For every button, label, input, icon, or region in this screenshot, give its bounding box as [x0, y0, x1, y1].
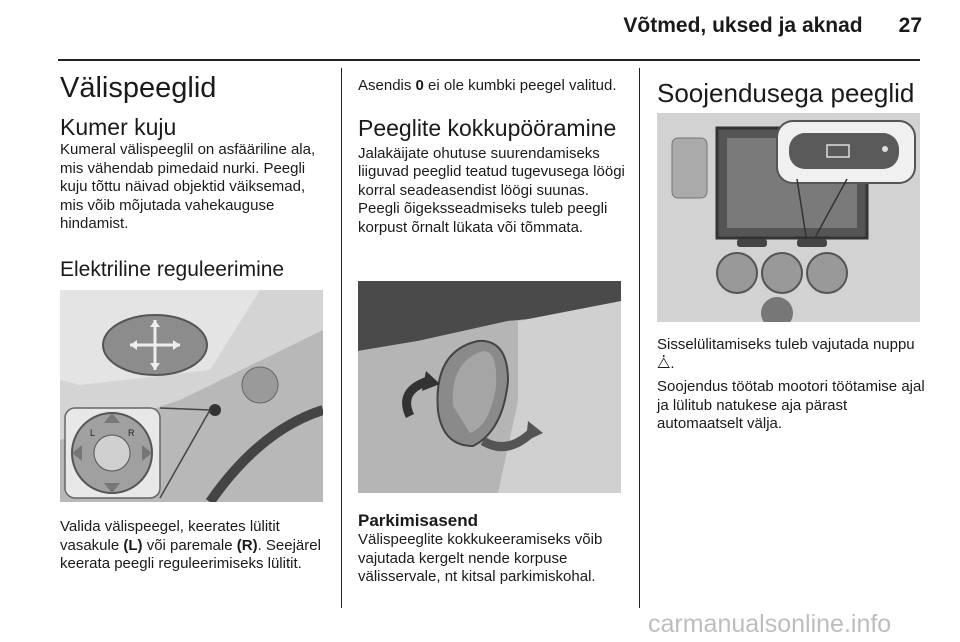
- paragraph-switch-on: [657, 336, 927, 373]
- paragraph-position-zero: [358, 77, 626, 96]
- page-header: [623, 14, 922, 38]
- heading-electric-adjust: Elektriline reguleerimine: [60, 257, 285, 281]
- heading-convex: Kumer kuju: [60, 114, 177, 140]
- watermark: carmanualsonline.info: [648, 610, 892, 638]
- paragraph-folding: Jalakäijate ohutuse suurendamiseks liiguvad peeglid teatud tugevusega löögi korral seadeasendist löögi suunas. Peegli õigeksseadmiseks tuleb peegli korpust õrnalt lükata või tõmmata.: [358, 144, 625, 236]
- mirror-fold-figure: [358, 281, 621, 493]
- text-span: . Seejärel keerata peegli reguleerimiseks lülitit.: [60, 536, 321, 572]
- text-bold-l: (L): [123, 536, 143, 554]
- mirror-switch-figure: [60, 290, 323, 502]
- column-2: [358, 77, 626, 237]
- column-divider-1: [341, 68, 342, 608]
- text-bold-zero: 0: [415, 77, 424, 94]
- paragraph-heating-info: Soojendus töötab mootori töötamise ajal ja lülitub natukese aja pärast automaatselt välja.: [657, 378, 925, 432]
- column-1: [60, 70, 330, 283]
- heated-mirror-icon: ⧊: [657, 354, 671, 372]
- text-span: ei ole kumbki peegel valitud.: [423, 77, 617, 94]
- page-number: 27: [898, 14, 922, 37]
- column-divider-2: [639, 68, 640, 608]
- parking-position-block: [358, 511, 626, 587]
- heated-text-block: [657, 336, 927, 434]
- heading-parking: Parkimisasend: [358, 511, 479, 530]
- knob-label-r: R: [128, 428, 135, 438]
- header-rule: [58, 59, 920, 61]
- paragraph-convex: Kumeral välispeeglil on asfääriline ala, mis vähendab pimedaid nurki. Peegli kuju tõttu näivad objektid väiksemad, mis võib mõjutada vahekauguse hindamist.: [60, 141, 316, 232]
- header-title: Võtmed, uksed ja aknad: [623, 14, 863, 37]
- heated-mirror-button-figure: [657, 113, 920, 322]
- knob-label-l: L: [90, 428, 96, 438]
- text-span: Valida välispeegel, keerates lülitit vasakule: [60, 518, 280, 554]
- paragraph-electric-adjust: [60, 518, 330, 574]
- text-span: .: [670, 354, 675, 372]
- heading-heated: Soojendusega peeglid: [657, 78, 915, 108]
- column-3: [657, 78, 927, 108]
- text-span: Sisselülitamiseks tuleb vajutada nuppu: [657, 336, 915, 353]
- section-title: Välispeeglid: [60, 72, 217, 104]
- heading-folding: Peeglite kokkupööramine: [358, 114, 617, 141]
- text-bold-r: (R): [236, 536, 258, 554]
- text-span: Asendis: [358, 77, 416, 94]
- paragraph-parking: Välispeeglite kokkukeeramiseks võib vajutada kergelt nende korpuse välisservale, nt kitsal parkimiskohal.: [358, 531, 603, 585]
- text-span: või paremale: [142, 536, 237, 554]
